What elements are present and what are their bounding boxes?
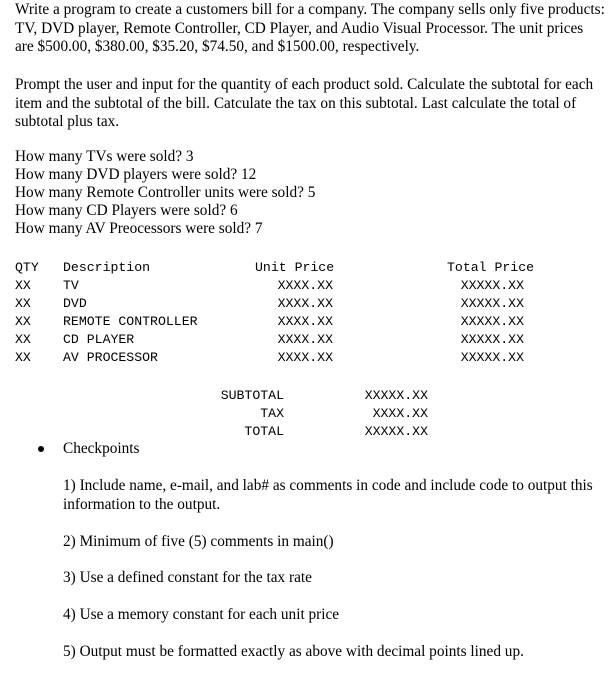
subtotal-label: SUBTOTAL xyxy=(220,388,284,403)
checkpoint-1: 1) Include name, e-mail, and lab# as comments in code and include code to output this information to the output. xyxy=(63,477,593,513)
row-remote-qty: XX xyxy=(15,314,31,329)
row-dvd-description: DVD xyxy=(63,296,87,311)
total-label: TOTAL xyxy=(244,424,284,439)
row-cd-qty: XX xyxy=(15,332,31,347)
checkpoint-4: 4) Use a memory constant for each unit price xyxy=(63,606,340,623)
bullet-icon xyxy=(38,446,44,452)
row-remote-description: REMOTE CONTROLLER xyxy=(63,314,198,329)
checkpoint-3: 3) Use a defined constant for the tax rate xyxy=(63,569,312,586)
row-dvd-qty: XX xyxy=(15,296,31,311)
question-remote: How many Remote Controller units were sold? 5 xyxy=(15,184,316,201)
subtotal-value: XXXXX.XX xyxy=(364,388,428,403)
row-dvd-unit: XXXX.XX xyxy=(277,296,333,311)
checkpoints-title: Checkpoints xyxy=(63,440,140,457)
tax-value: XXXX.XX xyxy=(372,406,428,421)
question-tv: How many TVs were sold? 3 xyxy=(15,148,194,165)
tax-label: TAX xyxy=(260,406,284,421)
header-qty: QTY xyxy=(15,260,39,275)
checkpoint-2: 2) Minimum of five (5) comments in main() xyxy=(63,533,334,550)
row-dvd-total: XXXXX.XX xyxy=(460,296,524,311)
row-tv-total: XXXXX.XX xyxy=(460,278,524,293)
row-av-qty: XX xyxy=(15,350,31,365)
intro-paragraph: Write a program to create a customers bill for a company. The company sells only five products: TV, DVD player, Remote Controller, CD Player, and Audio Visual Processor. The unit prices are $500.00, $380.00, $35.20, $74.50, and $1500.00, respectively. xyxy=(15,1,605,55)
header-description: Description xyxy=(63,260,151,275)
checkpoint-5: 5) Output must be formatted exactly as above with decimal points lined up. xyxy=(63,643,524,660)
question-dvd: How many DVD players were sold? 12 xyxy=(15,166,257,183)
row-av-unit: XXXX.XX xyxy=(277,350,333,365)
row-tv-qty: XX xyxy=(15,278,31,293)
row-remote-unit: XXXX.XX xyxy=(277,314,333,329)
header-unit-price: Unit Price xyxy=(255,260,335,275)
row-tv-description: TV xyxy=(63,278,79,293)
prompt-paragraph: Prompt the user and input for the quantity of each product sold. Calculate the subtotal for each item and the subtotal of the bill. Catculate the tax on this subtotal. Last calculate the total of subtotal plus tax. xyxy=(15,76,594,130)
row-tv-unit: XXXX.XX xyxy=(277,278,333,293)
row-av-total: XXXXX.XX xyxy=(460,350,524,365)
question-av: How many AV Preocessors were sold? 7 xyxy=(15,220,263,237)
row-remote-total: XXXXX.XX xyxy=(460,314,524,329)
row-cd-unit: XXXX.XX xyxy=(277,332,333,347)
row-av-description: AV PROCESSOR xyxy=(63,350,158,365)
total-value: XXXXX.XX xyxy=(364,424,428,439)
header-total-price: Total Price xyxy=(447,260,535,275)
question-cd: How many CD Players were sold? 6 xyxy=(15,202,238,219)
row-cd-total: XXXXX.XX xyxy=(460,332,524,347)
row-cd-description: CD PLAYER xyxy=(63,332,135,347)
